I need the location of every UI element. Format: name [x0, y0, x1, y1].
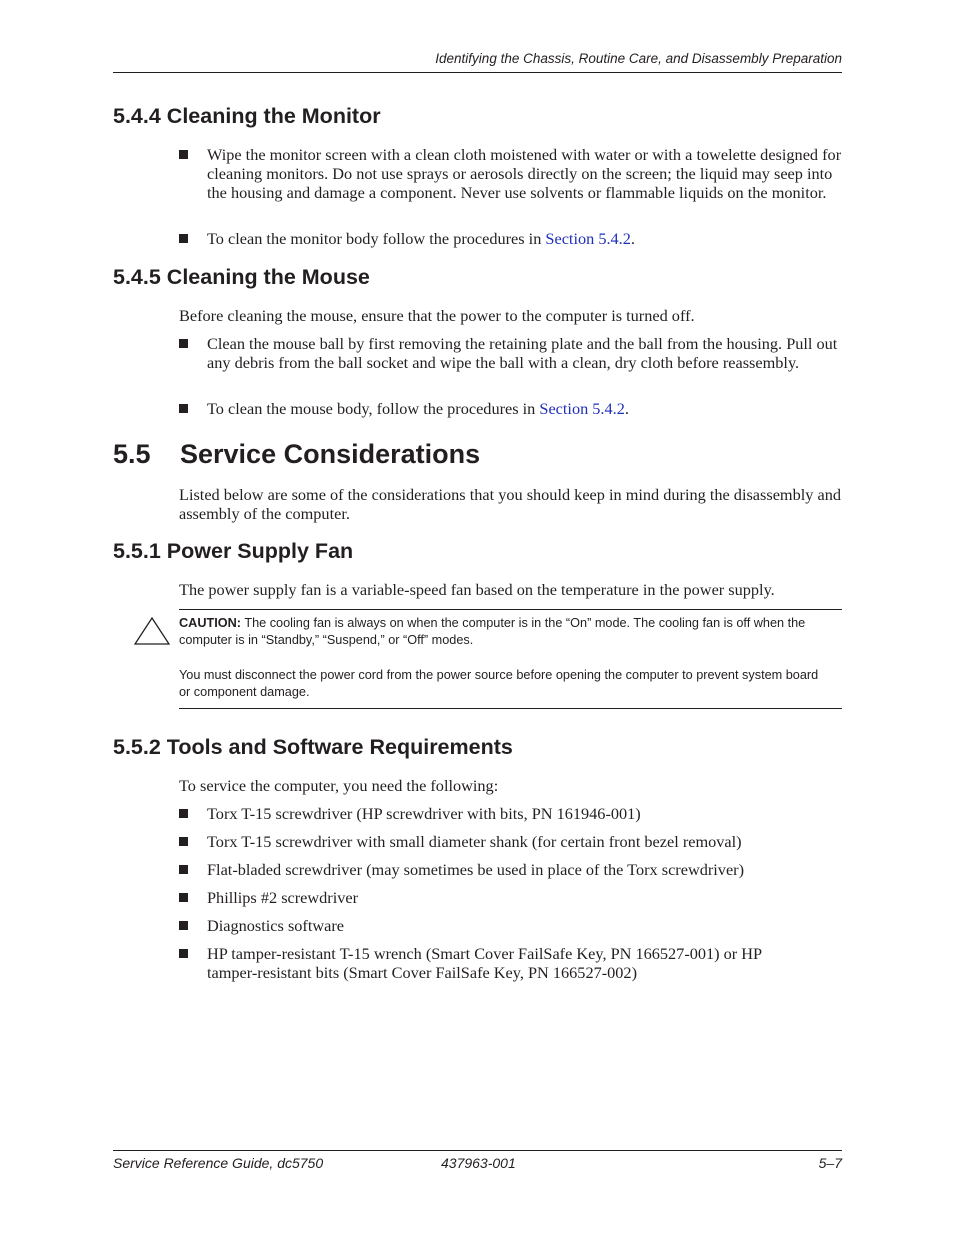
- bullet-square-icon: [179, 837, 188, 846]
- section-5-4-2-link[interactable]: Section 5.4.2: [545, 229, 631, 248]
- caution-top-rule: [179, 609, 842, 610]
- heading-tools-software: 5.5.2 Tools and Software Requirements: [113, 735, 513, 759]
- bullet-square-icon: [179, 404, 188, 413]
- list-item: Flat-bladed screwdriver (may sometimes be used in place of the Torx screwdriver): [179, 860, 843, 879]
- list-item: Wipe the monitor screen with a clean cloth moistened with water or with a towelette designed for cleaning monitors. Do not use sprays or aerosols directly on the screen; the liquid may seep into the housing and damage a component. Never use solvents or flammable liquids on the monitor.: [179, 145, 843, 202]
- list-item: Phillips #2 screwdriver: [179, 888, 843, 907]
- list-item: To clean the monitor body follow the procedures in Section 5.4.2.: [179, 229, 843, 248]
- bullet-square-icon: [179, 921, 188, 930]
- footer-rule: [113, 1150, 842, 1151]
- bullet-square-icon: [179, 150, 188, 159]
- list-item: Torx T-15 screwdriver (HP screwdriver with bits, PN 161946-001): [179, 804, 843, 823]
- bullet-square-icon: [179, 893, 188, 902]
- list-item: HP tamper-resistant T-15 wrench (Smart Cover FailSafe Key, PN 166527-001) or HP tamper-resistant bits (Smart Cover FailSafe Key, PN 166527-002): [179, 944, 779, 982]
- list-item: Torx T-15 screwdriver with small diameter shank (for certain front bezel removal): [179, 832, 843, 851]
- bullet-square-icon: [179, 865, 188, 874]
- list-item: To clean the mouse body, follow the procedures in Section 5.4.2.: [179, 399, 843, 418]
- footer-guide-title: Service Reference Guide, dc5750: [113, 1155, 324, 1171]
- service-intro: Listed below are some of the considerations that you should keep in mind during the disassembly and assembly of the computer.: [179, 485, 841, 523]
- heading-power-supply-fan: 5.5.1 Power Supply Fan: [113, 539, 354, 563]
- section-5-4-2-link[interactable]: Section 5.4.2: [539, 399, 625, 418]
- caution-triangle-icon: [134, 617, 170, 645]
- bullet-square-icon: [179, 339, 188, 348]
- bullet-square-icon: [179, 234, 188, 243]
- heading-cleaning-mouse: 5.4.5 Cleaning the Mouse: [113, 265, 370, 289]
- list-item: Clean the mouse ball by first removing the retaining plate and the ball from the housing. Pull out any debris from the ball socket and wipe the ball with a clean, dry cloth before reassembly.: [179, 334, 843, 372]
- bullet-square-icon: [179, 949, 188, 958]
- list-item: Diagnostics software: [179, 916, 843, 935]
- heading-cleaning-monitor: 5.4.4 Cleaning the Monitor: [113, 104, 381, 128]
- header-rule: [113, 72, 842, 73]
- caution-text: CAUTION: The cooling fan is always on when the computer is in the “On” mode. The cooling fan is off when the computer is in “Standby,” “Suspend,” or “Off” modes.: [179, 616, 806, 647]
- footer-part-number: 437963-001: [441, 1155, 516, 1171]
- tools-intro: To service the computer, you need the following:: [179, 776, 499, 795]
- running-header: Identifying the Chassis, Routine Care, and Disassembly Preparation: [435, 51, 842, 66]
- footer-page-number: 5–7: [818, 1155, 842, 1171]
- caution-text-2: You must disconnect the power cord from the power source before opening the computer to prevent system board or component damage.: [179, 668, 819, 699]
- caution-bottom-rule: [179, 708, 842, 709]
- mouse-intro: Before cleaning the mouse, ensure that the power to the computer is turned off.: [179, 306, 695, 325]
- heading-service-considerations: 5.5 Service Considerations: [113, 439, 481, 469]
- bullet-square-icon: [179, 809, 188, 818]
- fan-text: The power supply fan is a variable-speed fan based on the temperature in the power supply.: [179, 580, 775, 599]
